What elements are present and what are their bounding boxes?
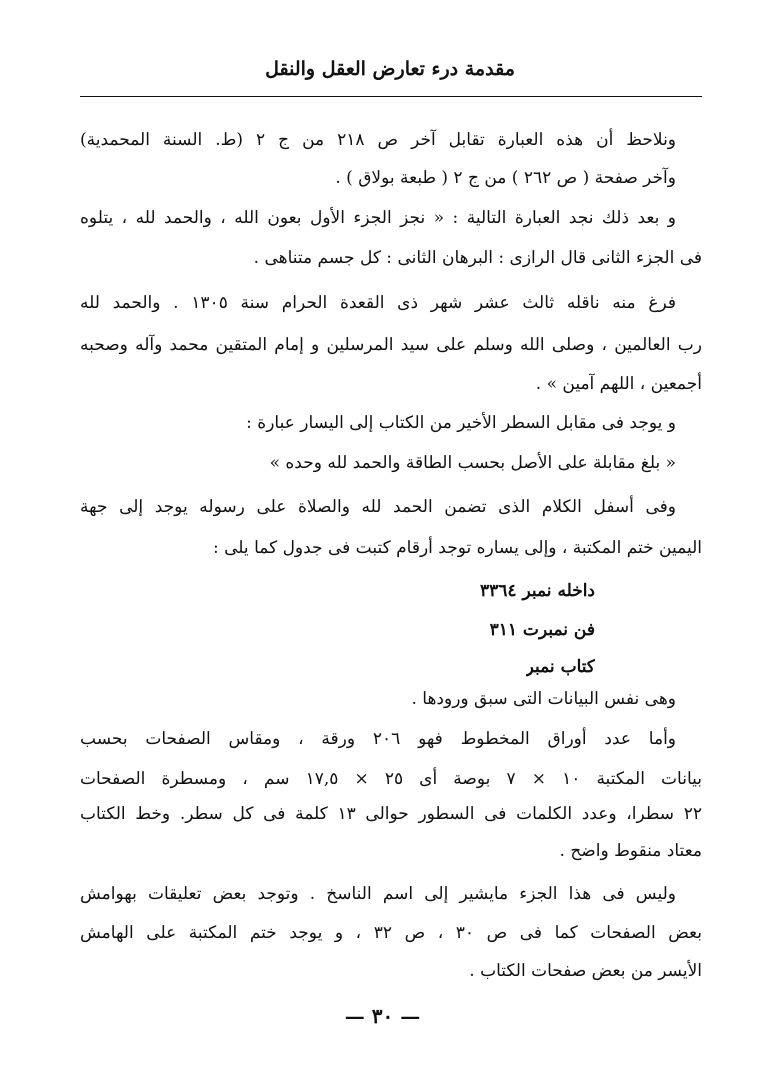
text-line: معتاد منقوط واضح . — [559, 841, 702, 861]
text-line: « بلغ مقابلة على الأصل بحسب الطاقة والحمد لله وحده » — [269, 453, 676, 473]
text-line: أجمعين ، اللهم آمين » . — [535, 374, 702, 394]
text-line: وليس فى هذا الجزء مايشير إلى اسم الناسخ . وتوجد بعض تعليقات بهوامش — [80, 884, 676, 904]
text-line: و بعد ذلك نجد العبارة التالية : « نجز الجزء الأول بعون الله ، والحمد لله ، يتلوه — [80, 208, 676, 228]
text-line: وفى أسفل الكلام الذى تضمن الحمد لله والصلاة على رسوله يوجد إلى جهة — [80, 497, 676, 517]
table-row: فن نمبرت ٣١١ — [489, 620, 595, 640]
text-line: ونلاحظ أن هذه العبارة تقابل آخر ص ٢١٨ من ج ٢ (ط. السنة المحمدية) — [80, 130, 676, 150]
text-line: وآخر صفحة ( ص ٢٦٢ ) من ج ٢ ( طبعة بولاق ) . — [335, 168, 676, 188]
text-line: وهى نفس البيانات التى سبق ورودها . — [411, 689, 676, 709]
page-number: — ٣٠ — — [344, 1004, 421, 1028]
text-line: فى الجزء الثانى قال الرازى : البرهان الثانى : كل جسم متناهى . — [253, 248, 702, 268]
header-rule — [80, 96, 702, 97]
text-line: و يوجد فى مقابل السطر الأخير من الكتاب إلى اليسار عبارة : — [246, 413, 676, 433]
running-header: مقدمة درء تعارض العقل والنقل — [265, 58, 515, 80]
text-line: فرغ منه ناقله ثالث عشر شهر ذى القعدة الحرام سنة ١٣٠٥ . والحمد لله — [80, 293, 676, 313]
text-line: بيانات المكتبة ١٠ × ٧ بوصة أى ٢٥ × ١٧,٥ سم ، ومسطرة الصفحات — [80, 769, 702, 789]
text-line: وأما عدد أوراق المخطوط فهو ٢٠٦ ورقة ، ومقاس الصفحات بحسب — [80, 729, 676, 749]
text-line: بعض الصفحات كما فى ص ٣٠ ، ص ٣٢ ، و يوجد ختم المكتبة على الهامش — [80, 923, 702, 943]
text-line: الأيسر من بعض صفحات الكتاب . — [469, 961, 702, 981]
text-line: اليمين ختم المكتبة ، وإلى يساره توجد أرقام كتبت فى جدول كما يلى : — [213, 538, 702, 558]
table-row: داخله نمبر ٣٣٦٤ — [480, 581, 595, 601]
text-line: رب العالمين ، وصلى الله وسلم على سيد المرسلين و إمام المتقين محمد وآله وصحبه — [80, 335, 702, 355]
table-row: كتاب نمبر — [525, 657, 595, 677]
text-line: ٢٢ سطرا، وعدد الكلمات فى السطور حوالى ١٣ كلمة فى كل سطر. وخط الكتاب — [80, 804, 702, 824]
